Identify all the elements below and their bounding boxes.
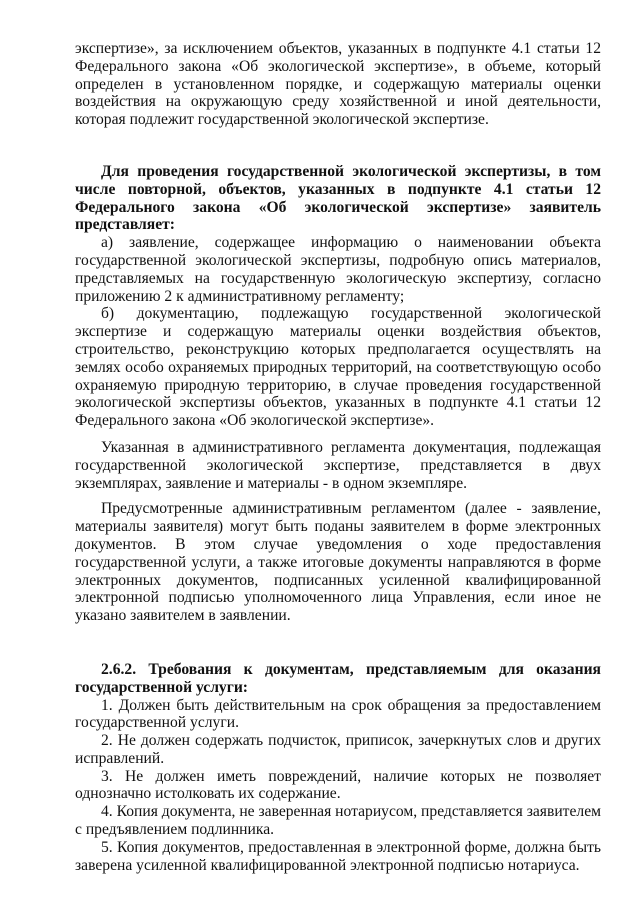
requirement-3: 3. Не должен иметь повреждений, наличие которых не позволяет однозначно истолковать их содержание. — [75, 767, 601, 803]
requirement-4: 4. Копия документа, не заверенная нотариусом, представляется заявителем с предъявлением подлинника. — [75, 803, 601, 839]
item-b-paragraph: б) документацию, подлежащую государственной экологической экспертизе и содержащую материалы оценки воздействия объектов, строительство, реконструкцию которых предполагается осуществлять на землях особо охраняемых природных территорий, на соответствующую особо охраняемую природную территорию, в случае проведения государственной экологической экспертизы объектов, указанных в подпункте 4.1 статьи 12 Федерального закона «Об экологической экспертизе». — [75, 305, 601, 430]
requirement-2: 2. Не должен содержать подчисток, приписок, зачеркнутых слов и других исправлений. — [75, 732, 601, 767]
section-262-heading: 2.6.2. Требования к документам, представляемым для оказания государственной услуги: — [75, 660, 601, 696]
electronic-paragraph: Предусмотренные административным регламентом (далее - заявление, материалы заявителя) могут быть поданы заявителем в форме электронных документов. В этом случае уведомления о ходе предоставления государственной услуги, а также итоговые документы направляются в форме электронных документов, подписанных усиленной квалифицированной электронной подписью уполномоченного лица Управления, если иное не указано заявителем в заявлении. — [75, 500, 601, 625]
document-page — [75, 40, 601, 874]
intro-paragraph: экспертизе», за исключением объектов, указанных в подпункте 4.1 статьи 12 Федерального закона «Об экологической экспертизе», в объеме, который определен в установленном порядке, и содержащую материалы оценки воздействия на окружающую среду хозяйственной и иной деятельности, которая подлежит государственной экологической экспертизе. — [75, 40, 601, 129]
requirement-5: 5. Копия документов, предоставленная в электронной форме, должна быть заверена усиленной квалифицированной электронной подписью нотариуса. — [75, 838, 601, 874]
applicant-heading: Для проведения государственной экологической экспертизы, в том числе повторной, объектов, указанных в подпункте 4.1 статьи 12 Федерального закона «Об экологической экспертизе» заявитель представляет: — [75, 162, 601, 234]
requirement-1: 1. Должен быть действительным на срок обращения за предоставлением государственной услуги. — [75, 696, 601, 732]
item-a-paragraph: а) заявление, содержащее информацию о наименовании объекта государственной экологической экспертизы, подробную опись материалов, представляемых на государственную экологическую экспертизу, согласно приложению 2 к административному регламенту; — [75, 234, 601, 305]
copies-paragraph: Указанная в административного регламента документация, подлежащая государственной экологической экспертизе, представляется в двух экземплярах, заявление и материалы - в одном экземпляре. — [75, 438, 601, 492]
